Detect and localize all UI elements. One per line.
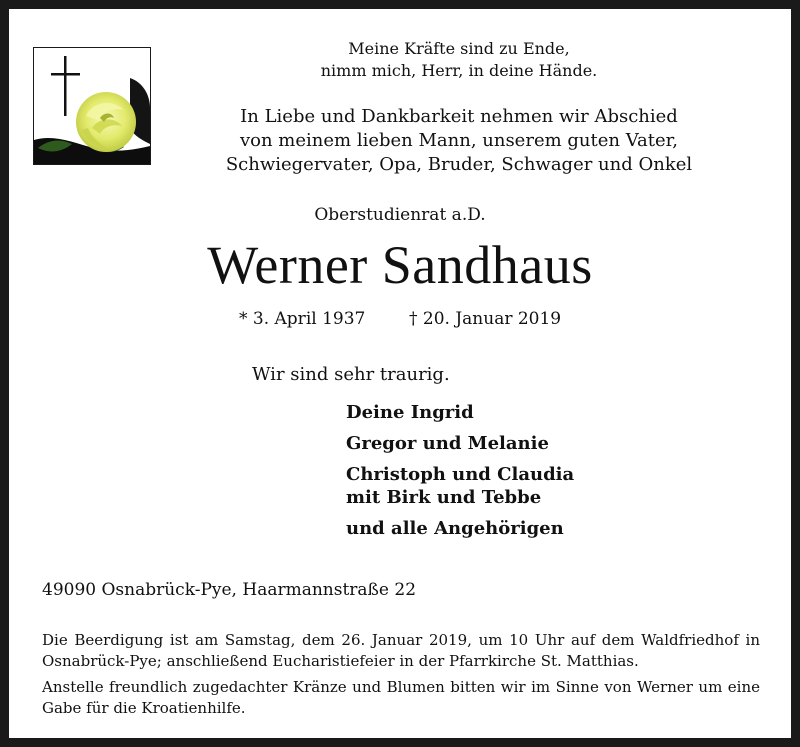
family-member: und alle Angehörigen <box>346 518 564 539</box>
intro-line-2: von meinem lieben Mann, unserem guten Vater, <box>239 130 679 151</box>
funeral-notice: Die Beerdigung ist am Samstag, dem 26. Januar 2019, um 10 Uhr auf dem Waldfriedhof in Osnabrück-Pye; anschließend Eucharistiefeier in der Pfarrkirche St. Matthias. <box>42 631 760 670</box>
family-member: Christoph und Claudia <box>346 464 575 485</box>
intro-line-3: Schwiegervater, Opa, Bruder, Schwager und Onkel <box>225 154 693 175</box>
death-date: † 20. Januar 2019 <box>409 309 562 329</box>
family-member: Deine Ingrid <box>346 402 474 423</box>
family-member: Gregor und Melanie <box>346 433 549 454</box>
address: 49090 Osnabrück-Pye, Haarmannstraße 22 <box>42 580 417 600</box>
verse-line-1: Meine Kräfte sind zu Ende, <box>348 39 570 58</box>
mourning-line: Wir sind sehr traurig. <box>252 364 450 385</box>
academic-title: Oberstudienrat a.D. <box>314 205 486 225</box>
donation-notice: Anstelle freundlich zugedachter Kränze und Blumen bitten wir im Sinne von Werner um eine Gabe für die Kroatienhilfe. <box>42 678 760 717</box>
birth-date: * 3. April 1937 <box>239 309 366 329</box>
deceased-name: Werner Sandhaus <box>207 235 593 295</box>
intro <box>109 105 800 177</box>
intro-line-1: In Liebe und Dankbarkeit nehmen wir Abschied <box>240 106 678 127</box>
family-member: mit Birk und Tebbe <box>346 487 542 508</box>
verse-line-2: nimm mich, Herr, in deine Hände. <box>320 61 598 80</box>
verse <box>129 38 789 82</box>
